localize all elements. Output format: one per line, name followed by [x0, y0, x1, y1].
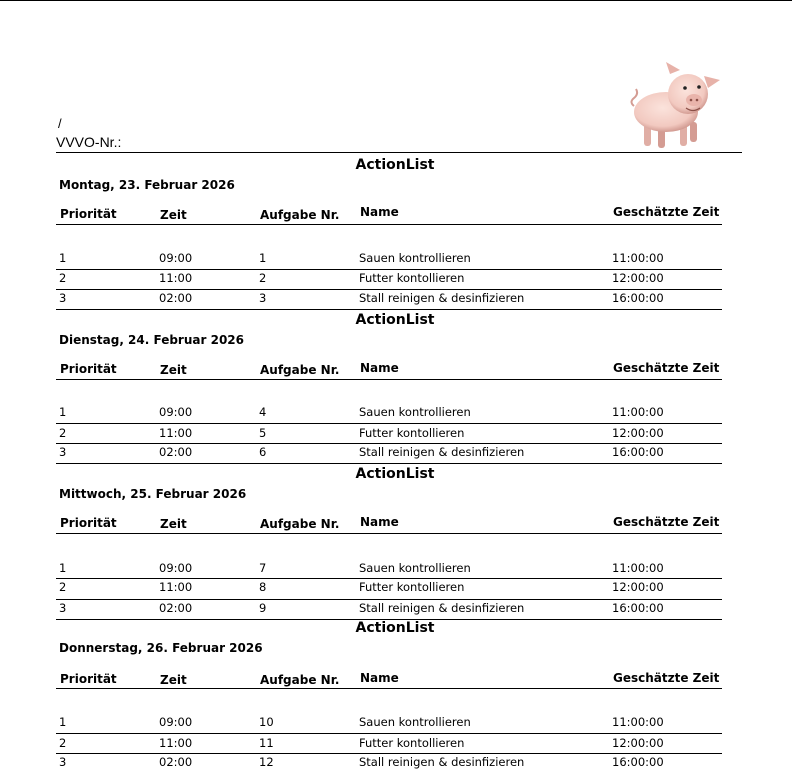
- row-estimated: 12:00:00: [612, 271, 664, 285]
- column-header-priority: Priorität: [60, 672, 117, 686]
- actionlist-section: [56, 312, 722, 467]
- row-task-no: 12: [259, 755, 274, 769]
- row-name: Futter kontollieren: [359, 271, 465, 285]
- column-header-task-no: Aufgabe Nr.: [260, 517, 340, 531]
- row-time: 02:00: [159, 445, 193, 459]
- row-priority: 3: [59, 755, 67, 769]
- row-task-no: 1: [259, 251, 267, 265]
- row-task-no: 7: [259, 561, 267, 575]
- column-header-priority: Priorität: [60, 207, 117, 221]
- row-time: 11:00: [159, 271, 193, 285]
- row-time: 02:00: [159, 755, 193, 769]
- row-divider: [56, 289, 722, 290]
- header-row-divider: [56, 224, 722, 225]
- row-priority: 2: [59, 736, 67, 750]
- section-title: ActionList: [355, 620, 435, 636]
- row-divider: [56, 578, 722, 579]
- row-time: 02:00: [159, 291, 193, 305]
- section-date: Donnerstag, 26. Februar 2026: [59, 641, 263, 655]
- row-divider: [56, 309, 722, 310]
- row-priority: 1: [59, 405, 67, 419]
- section-title: ActionList: [355, 466, 435, 482]
- row-time: 11:00: [159, 736, 193, 750]
- row-priority: 1: [59, 251, 67, 265]
- column-header-estimated: Geschätzte Zeit: [613, 671, 720, 685]
- row-priority: 2: [59, 271, 67, 285]
- row-time: 09:00: [159, 251, 193, 265]
- row-estimated: 16:00:00: [612, 755, 664, 769]
- row-estimated: 11:00:00: [612, 715, 664, 729]
- header-row-divider: [56, 688, 722, 689]
- row-task-no: 8: [259, 580, 267, 594]
- row-time: 11:00: [159, 580, 193, 594]
- row-name: Futter kontollieren: [359, 426, 465, 440]
- row-task-no: 2: [259, 271, 267, 285]
- row-name: Stall reinigen & desinfizieren: [359, 755, 525, 769]
- section-date: Dienstag, 24. Februar 2026: [59, 333, 244, 347]
- row-name: Futter kontollieren: [359, 580, 465, 594]
- row-priority: 3: [59, 445, 67, 459]
- row-divider: [56, 463, 722, 464]
- header-divider: [56, 152, 742, 153]
- column-header-estimated: Geschätzte Zeit: [613, 205, 720, 219]
- row-priority: 3: [59, 291, 67, 305]
- row-task-no: 6: [259, 445, 267, 459]
- row-name: Stall reinigen & desinfizieren: [359, 601, 525, 615]
- row-priority: 2: [59, 426, 67, 440]
- pig-logo-icon: [628, 60, 724, 152]
- row-task-no: 3: [259, 291, 267, 305]
- row-name: Stall reinigen & desinfizieren: [359, 445, 525, 459]
- row-priority: 3: [59, 601, 67, 615]
- row-divider: [56, 443, 722, 444]
- actionlist-section: [56, 620, 722, 775]
- row-divider: [56, 599, 722, 600]
- column-header-time: Zeit: [160, 363, 187, 377]
- column-header-priority: Priorität: [60, 516, 117, 530]
- row-time: 11:00: [159, 426, 193, 440]
- row-task-no: 5: [259, 426, 267, 440]
- column-header-time: Zeit: [160, 673, 187, 687]
- row-task-no: 11: [259, 736, 274, 750]
- row-time: 02:00: [159, 601, 193, 615]
- column-header-time: Zeit: [160, 208, 187, 222]
- row-estimated: 12:00:00: [612, 736, 664, 750]
- row-divider: [56, 733, 722, 734]
- row-priority: 1: [59, 561, 67, 575]
- row-estimated: 11:00:00: [612, 251, 664, 265]
- row-time: 09:00: [159, 561, 193, 575]
- page-top-border: [0, 0, 792, 1]
- section-date: Montag, 23. Februar 2026: [59, 178, 235, 192]
- header-row-divider: [56, 379, 722, 380]
- column-header-estimated: Geschätzte Zeit: [613, 361, 720, 375]
- section-title: ActionList: [355, 157, 435, 173]
- column-header-task-no: Aufgabe Nr.: [260, 363, 340, 377]
- header-slash: /: [58, 116, 62, 131]
- row-task-no: 4: [259, 405, 267, 419]
- row-estimated: 16:00:00: [612, 291, 664, 305]
- column-header-time: Zeit: [160, 517, 187, 531]
- row-name: Stall reinigen & desinfizieren: [359, 291, 525, 305]
- row-name: Sauen kontrollieren: [359, 405, 471, 419]
- row-time: 09:00: [159, 715, 193, 729]
- row-estimated: 12:00:00: [612, 580, 664, 594]
- column-header-task-no: Aufgabe Nr.: [260, 673, 340, 687]
- section-title: ActionList: [355, 312, 435, 328]
- row-divider: [56, 423, 722, 424]
- actionlist-section: [56, 466, 722, 621]
- column-header-name: Name: [360, 671, 399, 685]
- row-divider: [56, 753, 722, 754]
- column-header-name: Name: [360, 205, 399, 219]
- row-priority: 1: [59, 715, 67, 729]
- column-header-task-no: Aufgabe Nr.: [260, 208, 340, 222]
- row-estimated: 11:00:00: [612, 561, 664, 575]
- row-estimated: 12:00:00: [612, 426, 664, 440]
- header-row-divider: [56, 533, 722, 534]
- row-name: Futter kontollieren: [359, 736, 465, 750]
- row-estimated: 16:00:00: [612, 601, 664, 615]
- row-priority: 2: [59, 580, 67, 594]
- row-task-no: 10: [259, 715, 274, 729]
- row-estimated: 16:00:00: [612, 445, 664, 459]
- column-header-name: Name: [360, 515, 399, 529]
- row-name: Sauen kontrollieren: [359, 561, 471, 575]
- column-header-estimated: Geschätzte Zeit: [613, 515, 720, 529]
- actionlist-section: [56, 157, 722, 312]
- row-estimated: 11:00:00: [612, 405, 664, 419]
- vvvo-label: VVVO-Nr.:: [56, 134, 122, 150]
- row-time: 09:00: [159, 405, 193, 419]
- row-divider: [56, 269, 722, 270]
- column-header-priority: Priorität: [60, 362, 117, 376]
- row-name: Sauen kontrollieren: [359, 715, 471, 729]
- section-date: Mittwoch, 25. Februar 2026: [59, 487, 247, 501]
- column-header-name: Name: [360, 361, 399, 375]
- row-task-no: 9: [259, 601, 267, 615]
- row-name: Sauen kontrollieren: [359, 251, 471, 265]
